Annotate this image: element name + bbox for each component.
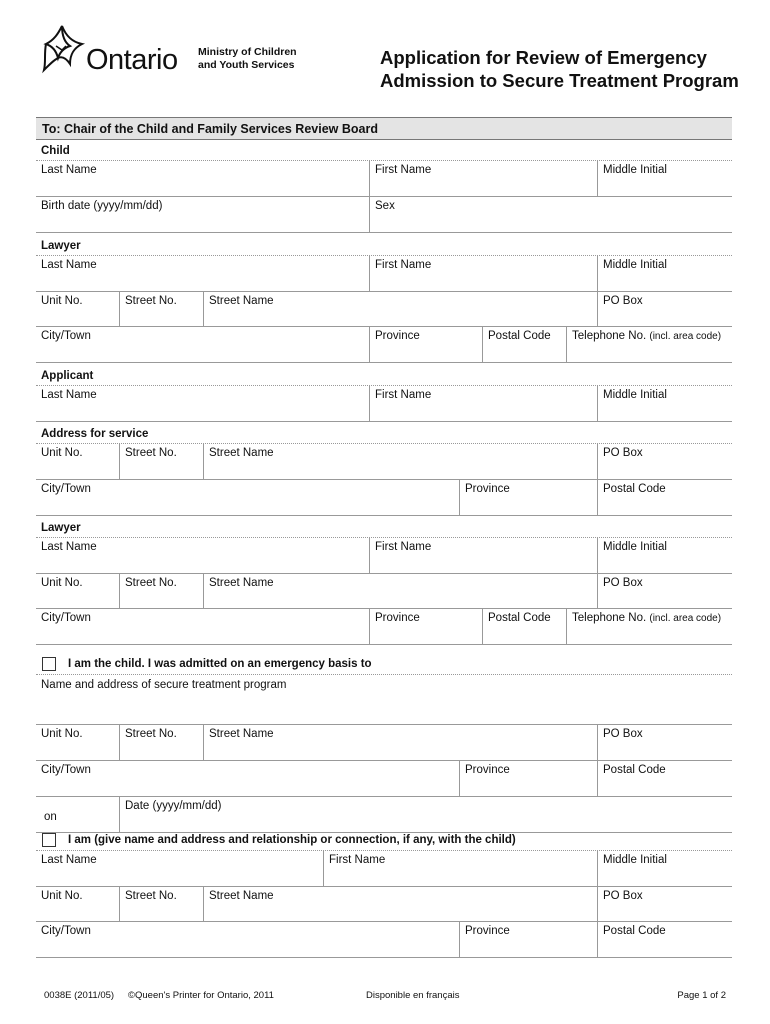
lawyer2-po-box-field[interactable]: PO Box: [603, 577, 643, 589]
address-for-service-section: [36, 424, 732, 516]
lawyer2-street-name-field[interactable]: Street Name: [204, 574, 598, 608]
applicant-lawyer-section: [36, 518, 732, 645]
service-city-row: [36, 480, 732, 516]
service-po-box-field[interactable]: PO Box: [603, 447, 643, 459]
other-city-row: [36, 922, 732, 958]
on-label: on: [44, 811, 57, 823]
logo-wordmark: Ontario: [86, 44, 178, 76]
other-option-checkbox[interactable]: [42, 833, 56, 847]
program-city-field[interactable]: City/Town: [36, 761, 460, 796]
child-middle-initial-field[interactable]: Middle Initial: [603, 164, 667, 176]
section-heading: Address for service: [36, 424, 732, 444]
lawyer-telephone-field[interactable]: Telephone No. (incl. area code): [572, 330, 722, 342]
other-postal-code-field[interactable]: Postal Code: [603, 925, 666, 937]
child-name-row: [36, 161, 732, 197]
lawyer2-province-field[interactable]: Province: [370, 609, 483, 644]
other-applicant-option: [36, 829, 732, 958]
child-applicant-option: [36, 653, 732, 833]
service-postal-code-field[interactable]: Postal Code: [603, 483, 666, 495]
copyright: ©Queen's Printer for Ontario, 2011: [128, 990, 274, 1001]
other-option-line: [36, 829, 732, 851]
lawyer-middle-initial-field[interactable]: Middle Initial: [603, 259, 667, 271]
program-name-field[interactable]: [36, 695, 732, 725]
other-option-label: I am (give name and address and relationship or connection, if any, with the child): [68, 833, 516, 846]
applicant-middle-initial-field[interactable]: Middle Initial: [603, 389, 667, 401]
other-city-field[interactable]: City/Town: [36, 922, 460, 957]
child-section: [36, 141, 732, 233]
lawyer-street-no-field[interactable]: Street No.: [120, 292, 204, 326]
lawyer2-first-name-field[interactable]: First Name: [370, 538, 598, 573]
service-unit-no-field[interactable]: Unit No.: [36, 444, 120, 479]
service-province-field[interactable]: Province: [460, 480, 598, 515]
child-first-name-field[interactable]: First Name: [370, 161, 598, 196]
other-middle-initial-field[interactable]: Middle Initial: [603, 854, 667, 866]
lawyer2-city-row: [36, 609, 732, 645]
child-option-checkbox[interactable]: [42, 657, 56, 671]
form-header: [0, 0, 770, 118]
lawyer2-street-no-field[interactable]: Street No.: [120, 574, 204, 608]
other-first-name-field[interactable]: First Name: [324, 851, 598, 886]
program-po-box-field[interactable]: PO Box: [603, 728, 643, 740]
program-street-no-field[interactable]: Street No.: [120, 725, 204, 760]
lawyer-name-row: [36, 256, 732, 292]
lawyer2-telephone-field[interactable]: Telephone No. (incl. area code): [572, 612, 722, 624]
program-city-row: [36, 761, 732, 797]
lawyer-last-name-field[interactable]: Last Name: [36, 256, 370, 291]
other-last-name-field[interactable]: Last Name: [36, 851, 324, 886]
lawyer-city-row: [36, 327, 732, 363]
child-birth-date-field[interactable]: Birth date (yyyy/mm/dd): [36, 197, 370, 232]
trillium-icon: [40, 24, 86, 74]
program-street-row: [36, 725, 732, 761]
lawyer-first-name-field[interactable]: First Name: [370, 256, 598, 291]
applicant-section: [36, 366, 732, 422]
other-street-no-field[interactable]: Street No.: [120, 887, 204, 921]
applicant-name-row: [36, 386, 732, 422]
lawyer2-name-row: [36, 538, 732, 574]
lawyer2-last-name-field[interactable]: Last Name: [36, 538, 370, 573]
lawyer-postal-code-field[interactable]: Postal Code: [483, 327, 567, 362]
page-footer: [36, 990, 732, 1004]
lawyer-street-row: [36, 292, 732, 327]
child-birth-row: [36, 197, 732, 233]
program-name-label: Name and address of secure treatment program: [41, 679, 287, 691]
service-city-field[interactable]: City/Town: [36, 480, 460, 515]
program-postal-code-field[interactable]: Postal Code: [603, 764, 666, 776]
lawyer-city-field[interactable]: City/Town: [36, 327, 370, 362]
section-heading: Applicant: [36, 366, 732, 386]
lawyer2-city-field[interactable]: City/Town: [36, 609, 370, 644]
french-availability: Disponible en français: [366, 990, 460, 1001]
service-street-name-field[interactable]: Street Name: [204, 444, 598, 479]
program-province-field[interactable]: Province: [460, 761, 598, 796]
other-province-field[interactable]: Province: [460, 922, 598, 957]
child-sex-field[interactable]: Sex: [375, 200, 395, 212]
on-label-cell: [36, 797, 120, 832]
lawyer2-street-row: [36, 574, 732, 609]
lawyer-unit-no-field[interactable]: Unit No.: [36, 292, 120, 326]
admission-date-field[interactable]: Date (yyyy/mm/dd): [125, 800, 222, 812]
section-heading: Lawyer: [36, 236, 732, 256]
lawyer2-postal-code-field[interactable]: Postal Code: [483, 609, 567, 644]
program-street-name-field[interactable]: Street Name: [204, 725, 598, 760]
section-heading: Child: [36, 141, 732, 161]
recipient-bar: To: Chair of the Child and Family Services Review Board: [36, 117, 732, 140]
other-po-box-field[interactable]: PO Box: [603, 890, 643, 902]
applicant-last-name-field[interactable]: Last Name: [36, 386, 370, 421]
other-name-row: [36, 851, 732, 887]
other-street-row: [36, 887, 732, 922]
child-lawyer-section: [36, 236, 732, 363]
ontario-logo: [40, 24, 190, 74]
service-street-no-field[interactable]: Street No.: [120, 444, 204, 479]
child-option-line: [36, 653, 732, 675]
program-unit-no-field[interactable]: Unit No.: [36, 725, 120, 760]
ministry-name: Ministry of Children and Youth Services: [198, 46, 297, 71]
lawyer-po-box-field[interactable]: PO Box: [603, 295, 643, 307]
applicant-first-name-field[interactable]: First Name: [370, 386, 598, 421]
lawyer-street-name-field[interactable]: Street Name: [204, 292, 598, 326]
page-number: Page 1 of 2: [677, 990, 726, 1001]
child-last-name-field[interactable]: Last Name: [36, 161, 370, 196]
form-title: Application for Review of Emergency Admission to Secure Treatment Program: [380, 47, 739, 91]
service-street-row: [36, 444, 732, 480]
other-street-name-field[interactable]: Street Name: [204, 887, 598, 921]
lawyer2-middle-initial-field[interactable]: Middle Initial: [603, 541, 667, 553]
child-option-label: I am the child. I was admitted on an emergency basis to: [68, 657, 372, 670]
section-heading: Lawyer: [36, 518, 732, 538]
other-unit-no-field[interactable]: Unit No.: [36, 887, 120, 921]
form-code: 0038E (2011/05): [44, 990, 115, 1001]
lawyer2-unit-no-field[interactable]: Unit No.: [36, 574, 120, 608]
admission-date-row: [36, 797, 732, 833]
lawyer-province-field[interactable]: Province: [370, 327, 483, 362]
